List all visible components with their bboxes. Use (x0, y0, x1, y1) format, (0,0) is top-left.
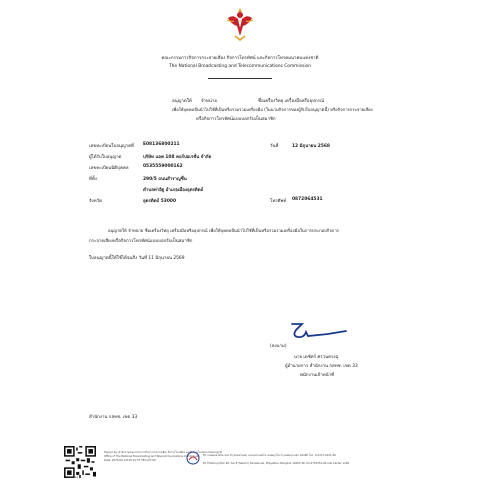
address-line-2: ตำบลท่าอิฐ อำเภอเมืองอุตรดิตถ์ (143, 188, 204, 193)
nbtc-logo-icon (186, 451, 200, 465)
province-label: จังหวัด (89, 199, 102, 204)
signed-mark: (ลงนาม) (270, 344, 287, 349)
tax-id: 0535559000162 (143, 164, 183, 169)
licence-no-label: เลขทะเบียนใบอนุญาตที่ (89, 144, 134, 149)
licensee-name: บริษัท แอพ 108 คอร์ปอเรชั่น จำกัด (143, 155, 212, 160)
address-line-1: 290/5 ถนนสำราญชื่น (143, 177, 187, 182)
header-divider (208, 78, 272, 79)
footer-address-english: 87 Phahonyothin Rd, Soi 8 (Sailom) Samsennai, Phayathai, Bangkok 10400 Tel. 02-2710151-60 Call Center 1200 (203, 462, 350, 465)
licensee-label: ผู้ได้รับใบอนุญาต (89, 155, 122, 160)
phone-number: 0872064531 (292, 197, 323, 202)
qr-code-icon[interactable] (64, 446, 96, 478)
signer-name: นาย เดชัคร์ ศรวนตรงฉุ (294, 355, 339, 360)
qr-caption: Verified (68, 476, 78, 479)
org-name-thai: คณะกรรมการกิจการกระจายเสียง กิจการโทรทัศน์ และกิจการโทรคมนาคมแห่งชาติ (161, 56, 319, 61)
tax-id-label: เลขทะเบียนนิติบุคคล (89, 166, 129, 171)
footer-signed-by: Signed by: สำนักงานคณะกรรมการกิจการกระจายเสียง กิจการโทรทัศน์ และกิจการโทรคมนาคมแห่งชาติ (104, 451, 223, 454)
licence-no: E08136800211 (143, 142, 180, 147)
org-name-english: The National Broadcasting and Telecommunications Commission (168, 64, 312, 69)
date-label: วันที่ (270, 144, 279, 149)
office-name: สำนักงาน กสทช. เขต 33 (89, 415, 138, 420)
intro-permit: อนุญาตให้ (172, 99, 192, 104)
signer-role: พนักงานเจ้าหน้าที่ (300, 373, 334, 378)
intro-line-3: หรือกิจการโทรทัศน์แบบบอกรับเป็นสมาชิก (196, 117, 276, 122)
signer-title: ผู้อำนวยการ สำนักงาน กสทช. เขต 33 (285, 364, 358, 369)
body-paragraph-2: กระจายเสียงหรือกิจการโทรทัศน์แบบบอกรับเป็นสมาชิก (89, 239, 193, 244)
phone-label: โทรศัพท์ (270, 199, 287, 204)
signature-image (288, 320, 348, 342)
footer-sign-date: Date: 2025-06-12T16:01:37.785+07:00 (104, 459, 156, 462)
footer-address-thai: 87 ถนนพหลโยธิน ซอย 8 (ซอยสายลม) แขวงสามเสนใน เขตพญาไท กรุงเทพมหานคร 10400 โทร. 0-2271-0151-60 (203, 454, 336, 457)
intro-type: จำหน่าย (201, 99, 217, 104)
expiry-statement: ใบอนุญาตนี้ให้ใช้ได้จนถึง วันที่ 11 มิถุนายน 2569 (89, 256, 185, 261)
intro-line-2: เพื่อให้บุคคลอื่นนำไปใช้ที่เป็นหรือรวมรวมเครื่องมือ (ในนามกิจการของผู้รับใบอนุญาตนี้) หรือกิจการกระจายเสียง (172, 107, 373, 112)
address-label: ที่ตั้ง (89, 177, 97, 182)
intro-device: ชื่อเครื่องวิทยุ เครื่องมือหรืออุปกรณ์ (258, 99, 325, 104)
footer-office-en: Office of The National Broadcasting and Telecommunications Commission (104, 455, 200, 458)
province: อุตรดิตถ์ 53000 (143, 199, 177, 204)
body-paragraph-1: อนุญาตให้ จำหน่าย ชื่อเครื่องวิทยุ เครื่องมือหรืออุปกรณ์ เพื่อให้บุคคลอื่นนำไปใช้ที่เป็นหรือรวมรวมเครื่องมือในการประกอบกิจการ (108, 228, 339, 233)
issue-date: 12 มิถุนายน 2568 (292, 144, 330, 149)
garuda-emblem-icon (225, 6, 255, 42)
